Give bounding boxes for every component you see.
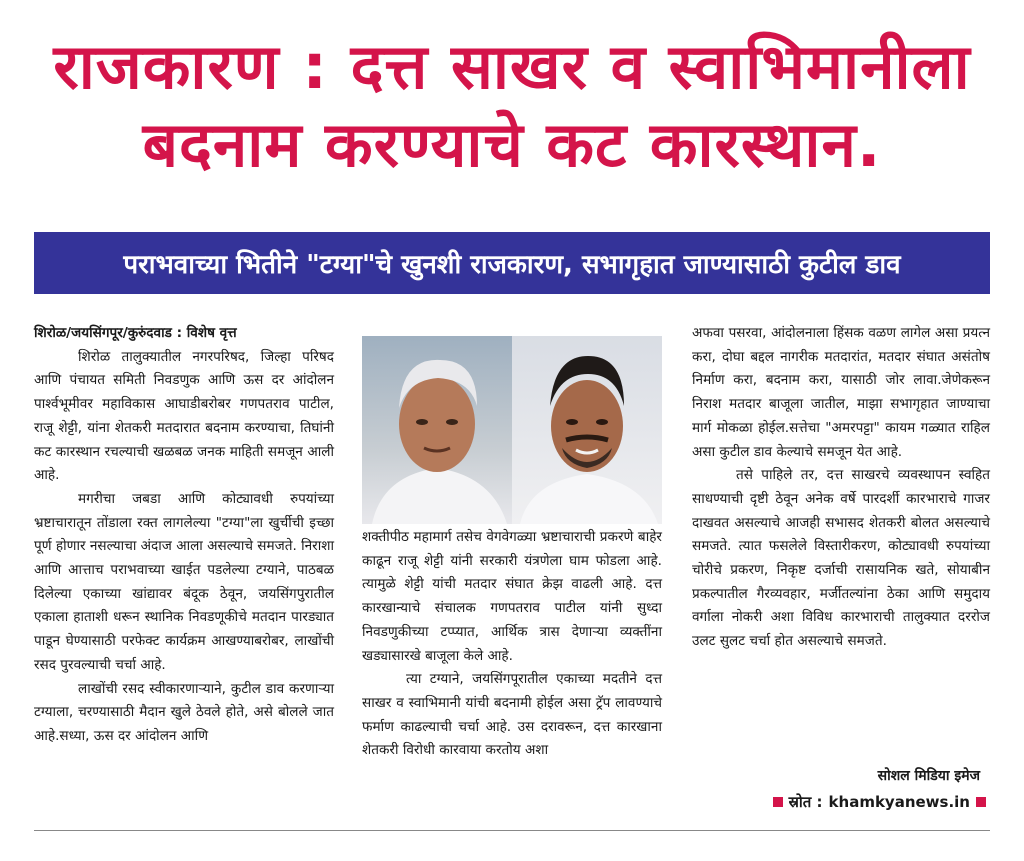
paragraph: लाखोंची रसद स्वीकारणाऱ्याने, कुटील डाव करणाऱ्या टग्याला, चरण्यासाठी मैदान खुले ठेवले होते, असे बोलले जात आहे.सध्या, ऊस दर आंदोलन आणि — [34, 680, 334, 744]
square-bullet-icon — [773, 797, 783, 807]
article-column-1 — [34, 322, 334, 749]
paragraph: मगरीचा जबडा आणि कोट्यावधी रुपयांच्या भ्रष्टाचारातून तोंडाला रक्त लागलेल्या "टग्या"ला खुर्चीची इच्छा पूर्ण होणार नसल्याचा अंदाज आला असल्याचे समजते. निराशा आणि आत्ताच पराभवाच्या खाईत पडलेल्या टग्याने, पाठबळ दिलेल्या एकाच्या खांद्यावर बंदूक ठेवून, जयसिंगपुरातील एकाला हाताशी धरून स्थानिक निवडणूकीचे मतदान पारड्यात पाडून घेण्यासाठी परफेक्ट कार्यक्रम आखण्याबरोबर, लाखोंची रसद पुरवल्याची चर्चा आहे. — [34, 490, 334, 673]
source-line — [692, 792, 986, 812]
image-credit: सोशल मिडिया इमेज — [877, 768, 980, 784]
paragraph: अफवा पसरवा, आंदोलनाला हिंसक वळण लागेल असा प्रयत्न करा, दोघा बद्दल नागरीक मतदारांत, मतदार संघात असंतोष निर्माण करा, बदनाम करा, यासाठी जोर लावा.जेणेकरून निराश मतदार बाजूला जातील, माझा सभागृहात जाण्याचा मार्ग मोकळा होईल.सत्तेचा "अमरपट्टा" कायम गळ्यात राहिल असा कुटील डाव केल्याचे समजून येत आहे. — [692, 325, 990, 460]
headline-line-2: बदनाम करण्याचे कट कारस्थान. — [142, 108, 882, 181]
paragraph: शक्तीपीठ महामार्ग तसेच वेगवेगळ्या भ्रष्टाचाराची प्रकरणे बाहेर काढून राजू शेट्टी यांनी सरकारी यंत्रणेला घाम फोडला आहे. त्यामुळे शेट्टी यांची मतदार संघात क्रेझ वाढली आहे. दत्त कारखान्याचे संचालक गणपतराव पाटील यांनी सुध्दा निवडणुकीच्या टप्प्यात, आर्थिक त्रास देणाऱ्या व्यक्तींना खड्यासारखे बाजूला केले आहे. — [362, 529, 662, 664]
portrait-right-person — [512, 336, 662, 524]
article-column-2 — [362, 526, 662, 763]
subheadline-banner — [34, 232, 990, 294]
source-label: स्रोत : — [788, 793, 823, 811]
paragraph: त्या टग्याने, जयसिंगपूरातील एकाच्या मदतीने दत्त साखर व स्वाभिमानी यांची बदनामी होईल असा ट्रॅप लावण्याचे फर्माण काढल्याची चर्चा आहे. उस दरावरून, दत्त कारखाना शेतकरी विरोधी कारवाया करतोय अशा — [362, 671, 662, 759]
paragraph: शिरोळ तालुक्यातील नगरपरिषद, जिल्हा परिषद आणि पंचायत समिती निवडणुक आणि ऊस दर आंदोलन पार्श्वभूमीवर महाविकास आघाडीबरोबर गणपतराव पाटील, राजू शेट्टी, यांना शेतकरी मतदारात बदनाम करण्याचा, तिघांनी कट कारस्थान रचल्याची खळबळ जनक माहिती समजून आली आहे. — [34, 348, 334, 484]
source-site[interactable]: khamkyanews.in — [828, 793, 970, 811]
dateline: शिरोळ/जयसिंगपूर/कुरुंदवाड : विशेष वृत्त — [34, 325, 237, 341]
portrait-photo — [362, 336, 662, 524]
square-bullet-icon — [976, 797, 986, 807]
paragraph: तसे पाहिले तर, दत्त साखरचे व्यवस्थापन स्वहित साधण्याची दृष्टी ठेवून अनेक वर्षे पारदर्शी कारभाराचे गाजर दाखवत असल्याचे आजही सभासद शेतकरी बोलत असल्याचे समजते. त्यात फसलेले विस्तारीकरण, कोट्यावधी रुपयांच्या चोरीचे प्रकरण, निकृष्ट दर्जाची रासायनिक खते, सोयाबीन प्रकल्पातील गैरव्यवहार, मर्जीतल्यांना ठेका आणि समुदाय वर्गाला नोकरी अशा विविध कारभाराची तालुक्यात दररोज उलट सुलट चर्चा होत असल्याचे समजते. — [692, 467, 990, 650]
subheadline-text: पराभवाच्या भितीने "टग्या"चे खुनशी राजकारण, सभागृहात जाण्यासाठी कुटील डाव — [123, 250, 901, 280]
portrait-left-person — [362, 336, 512, 524]
bottom-divider — [34, 830, 990, 831]
headline — [0, 28, 1024, 184]
headline-line-1: राजकारण : दत्त साखर व स्वाभिमानीला — [53, 30, 971, 103]
article-column-3 — [692, 322, 990, 654]
